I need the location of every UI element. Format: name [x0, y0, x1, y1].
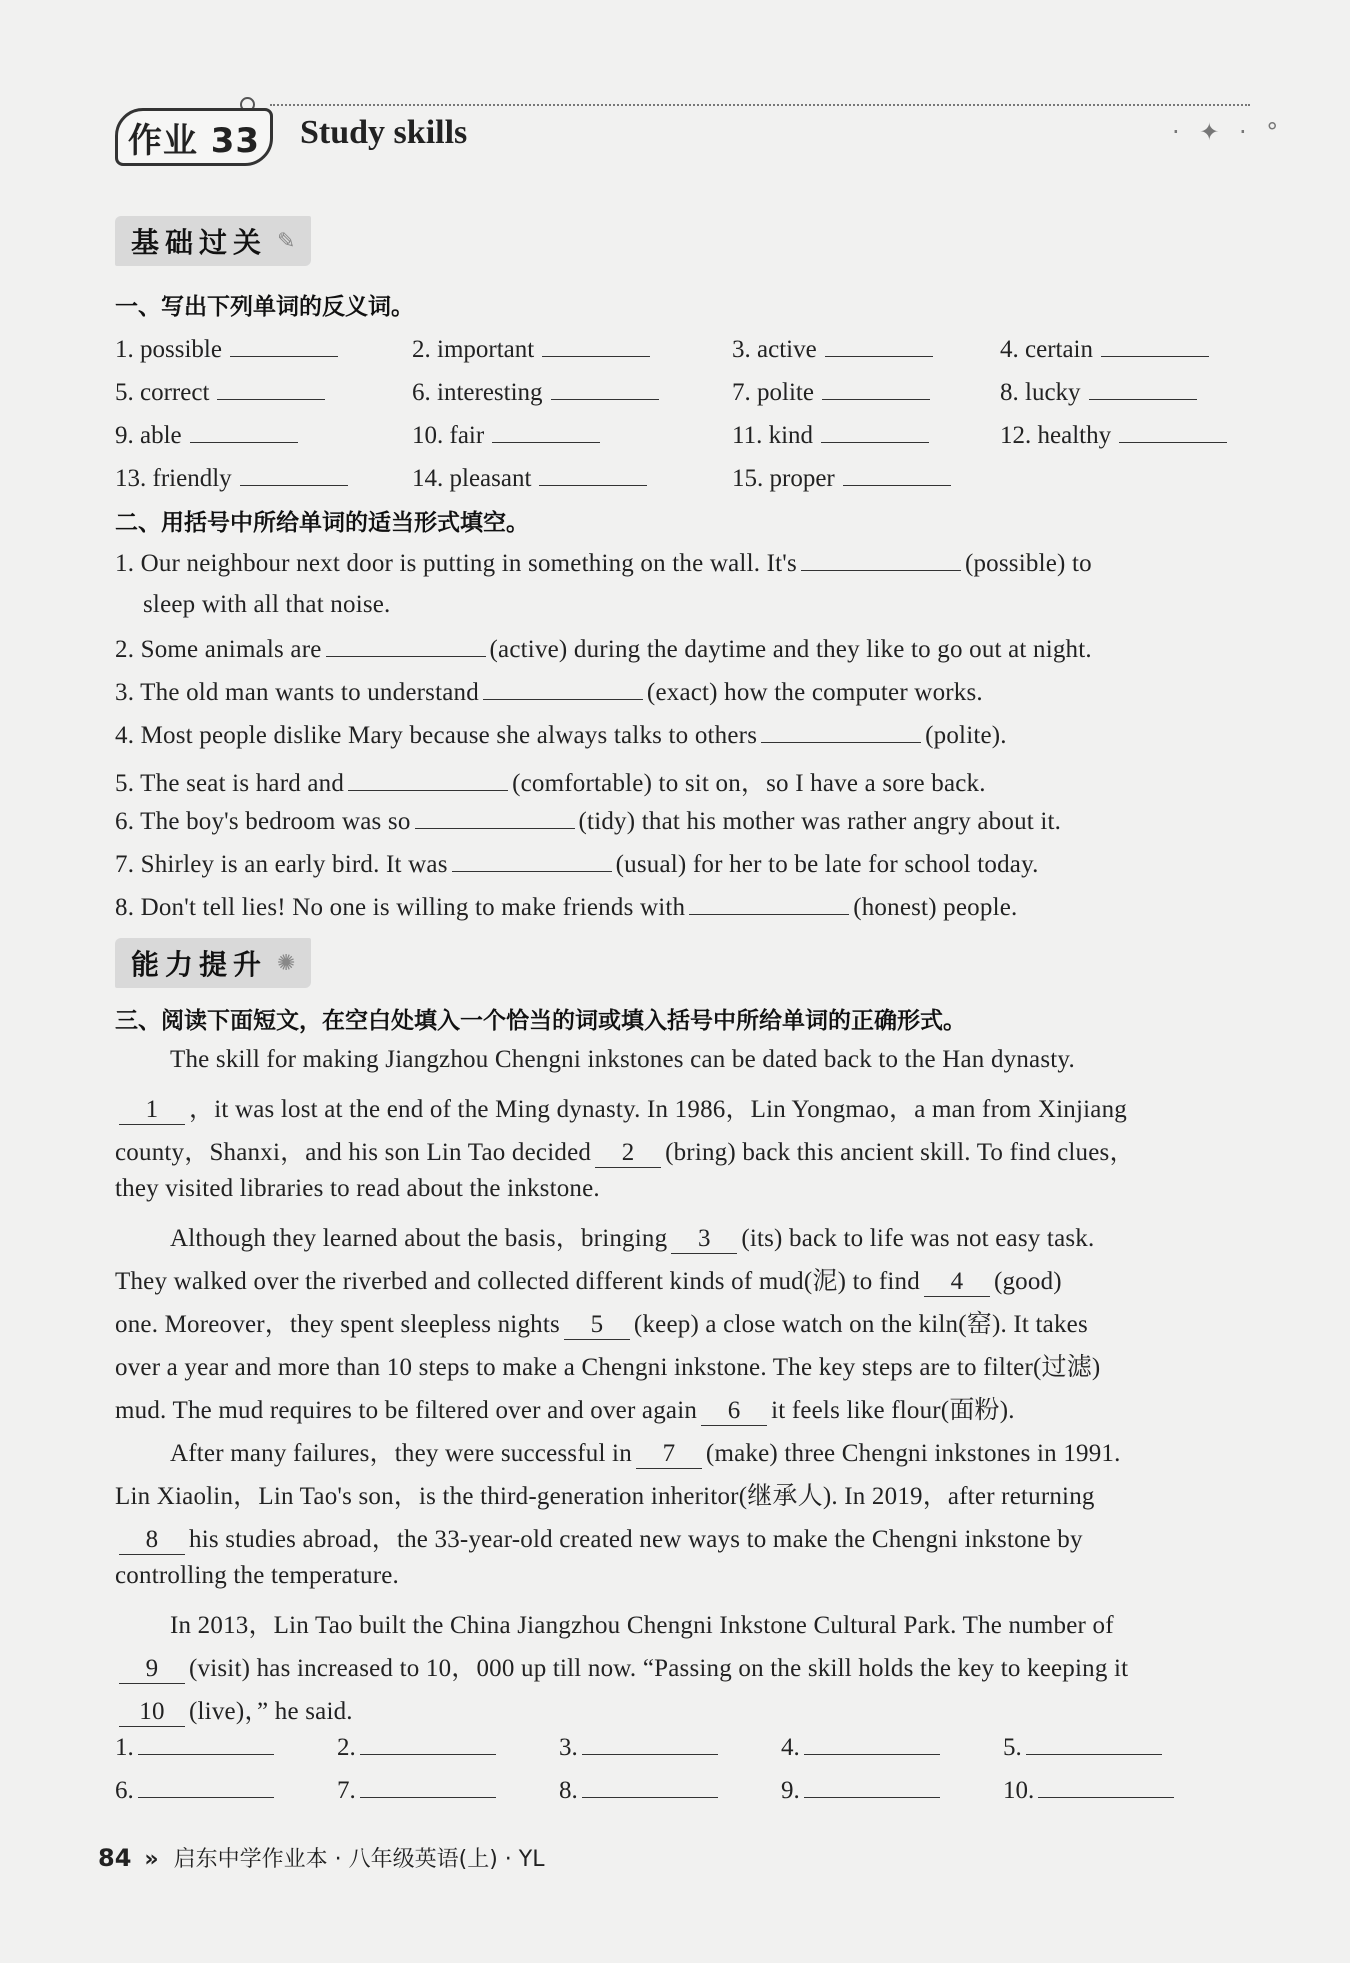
numbered-blank[interactable]: 9 — [119, 1655, 185, 1684]
antonym-word: 12. healthy — [1000, 422, 1112, 449]
antonym-item — [1000, 377, 1197, 407]
antonym-item — [1000, 420, 1227, 450]
sentence — [115, 892, 1017, 922]
passage-line — [115, 1519, 1083, 1555]
passage-text: After many failures，they were successful in — [170, 1440, 632, 1467]
answer-blank[interactable] — [483, 677, 643, 700]
sentence-text: 3. The old man wants to understand — [115, 679, 479, 706]
numbered-blank[interactable]: 3 — [671, 1225, 737, 1254]
sentence — [115, 806, 1061, 836]
passage-line — [170, 1218, 1094, 1254]
answer-blank[interactable] — [415, 806, 575, 829]
sentence-text: 6. The boy's bedroom was so — [115, 808, 411, 835]
answer-blank[interactable] — [452, 849, 612, 872]
sentence — [115, 677, 983, 707]
antonym-item — [732, 463, 951, 493]
passage-line — [115, 1691, 353, 1727]
answer-number: 2. — [337, 1734, 356, 1761]
passage-text: In 2013，Lin Tao built the China Jiangzhou Chengni Inkstone Cultural Park. The number of — [170, 1612, 1114, 1639]
answer-blank[interactable] — [801, 548, 961, 571]
answer-number: 7. — [337, 1777, 356, 1804]
antonym-item — [412, 420, 600, 450]
answer-blank[interactable] — [539, 463, 647, 486]
page-title: Study skills — [300, 114, 468, 151]
sentence-hint: (possible) to — [964, 550, 1092, 577]
antonym-word: 5. correct — [115, 379, 210, 406]
answer-blank[interactable] — [326, 634, 486, 657]
sentence-text: 4. Most people dislike Mary because she always talks to others — [115, 722, 758, 749]
question-heading-3: 三、阅读下面短文，在空白处填入一个恰当的词或填入括号中所给单词的正确形式。 — [115, 1008, 966, 1034]
antonym-word: 14. pleasant — [412, 465, 532, 492]
passage-line — [115, 1089, 1127, 1125]
passage-text: They walked over the riverbed and collected different kinds of mud(泥) to find — [115, 1268, 920, 1295]
antonym-word: 8. lucky — [1000, 379, 1081, 406]
antonym-item — [115, 420, 298, 450]
answer-blank[interactable] — [1089, 377, 1197, 400]
answer-slot — [781, 1775, 940, 1805]
passage-text: one. Moreover，they spent sleepless nights — [115, 1311, 560, 1338]
page-number: 84 — [98, 1844, 132, 1872]
numbered-blank[interactable]: 4 — [924, 1268, 990, 1297]
passage-text: it feels like flour(面粉). — [771, 1397, 1015, 1424]
answer-number: 8. — [559, 1777, 578, 1804]
answer-blank[interactable] — [551, 377, 659, 400]
answer-blank[interactable] — [761, 720, 921, 743]
question-heading-1: 一、写出下列单词的反义词。 — [115, 294, 414, 320]
answer-number: 1. — [115, 1734, 134, 1761]
sentence-hint: (usual) for her to be late for school today. — [615, 851, 1039, 878]
numbered-blank[interactable]: 8 — [119, 1526, 185, 1555]
section-banner-advanced — [115, 938, 311, 988]
answer-blank[interactable] — [582, 1732, 718, 1755]
passage-text: (its) back to life was not easy task. — [741, 1225, 1095, 1252]
answer-blank[interactable] — [1038, 1775, 1174, 1798]
antonym-word: 15. proper — [732, 465, 835, 492]
passage-text: over a year and more than 10 steps to make a Chengni inkstone. The key steps are to filter(过滤) — [115, 1354, 1101, 1381]
answer-slot — [337, 1775, 496, 1805]
antonym-item — [732, 377, 930, 407]
section-banner-basic — [115, 216, 311, 266]
answer-blank[interactable] — [360, 1775, 496, 1798]
passage-line — [115, 1648, 1128, 1684]
answer-slot — [115, 1775, 274, 1805]
sentence-text: 5. The seat is hard and — [115, 770, 345, 797]
answer-slot — [115, 1732, 274, 1762]
answer-blank[interactable] — [240, 463, 348, 486]
double-chevron-icon: » — [144, 1847, 159, 1872]
passage-line — [115, 1390, 1015, 1426]
sentence-text: 1. Our neighbour next door is putting in something on the wall. It's — [115, 550, 797, 577]
answer-blank[interactable] — [230, 334, 338, 357]
passage-text: (live)，” he said. — [189, 1698, 353, 1725]
sentence — [115, 849, 1039, 879]
sentence-text: 2. Some animals are — [115, 636, 322, 663]
sentence — [143, 591, 391, 619]
answer-number: 9. — [781, 1777, 800, 1804]
answer-blank[interactable] — [843, 463, 951, 486]
answer-blank[interactable] — [542, 334, 650, 357]
sentence — [115, 634, 1092, 664]
question-heading-2: 二、用括号中所给单词的适当形式填空。 — [115, 510, 529, 536]
numbered-blank[interactable]: 7 — [636, 1440, 702, 1469]
antonym-word: 1. possible — [115, 336, 222, 363]
passage-line — [115, 1304, 1088, 1340]
passage-text: (bring) back this ancient skill. To find clues， — [665, 1139, 1135, 1166]
book-title: 启东中学作业本 · 八年级英语(上) · YL — [173, 1847, 545, 1872]
passage-line — [170, 1046, 1075, 1074]
passage-text: (make) three Chengni inkstones in 1991. — [705, 1440, 1121, 1467]
antonym-word: 9. able — [115, 422, 182, 449]
passage-text: his studies abroad，the 33-year-old created new ways to make the Chengni inkstone by — [189, 1526, 1083, 1553]
passage-line — [170, 1605, 1114, 1641]
answer-blank[interactable] — [492, 420, 600, 443]
antonym-item — [115, 463, 348, 493]
homework-badge: 作业 33 — [115, 108, 273, 166]
passage-line — [170, 1433, 1121, 1469]
lightbulb-icon: ✺ — [277, 950, 296, 976]
numbered-blank[interactable]: 1 — [119, 1096, 185, 1125]
answer-slot — [1003, 1732, 1162, 1762]
passage-text: county，Shanxi，and his son Lin Tao decided — [115, 1139, 592, 1166]
answer-blank[interactable] — [821, 420, 929, 443]
antonym-word: 7. polite — [732, 379, 814, 406]
passage-line — [115, 1347, 1100, 1383]
section-banner-label: 基础过关 — [131, 226, 268, 259]
answer-blank[interactable] — [825, 334, 933, 357]
antonym-item — [412, 334, 650, 364]
antonym-item — [1000, 334, 1209, 364]
sentence-hint: (exact) how the computer works. — [646, 679, 983, 706]
antonym-word: 3. active — [732, 336, 817, 363]
antonym-item — [732, 334, 933, 364]
passage-text: Although they learned about the basis，bringing — [170, 1225, 668, 1252]
answer-blank[interactable] — [689, 892, 849, 915]
section-banner-label: 能力提升 — [131, 948, 268, 981]
numbered-blank[interactable]: 5 — [564, 1311, 630, 1340]
antonym-word: 11. kind — [732, 422, 814, 449]
sentence-text: 8. Don't tell lies! No one is willing to make friends with — [115, 894, 686, 921]
passage-line — [115, 1476, 1095, 1512]
answer-blank[interactable] — [822, 377, 930, 400]
answer-slot — [1003, 1775, 1174, 1805]
numbered-blank[interactable]: 10 — [119, 1698, 185, 1727]
sentence-text: sleep with all that noise. — [143, 591, 391, 618]
numbered-blank[interactable]: 2 — [595, 1139, 661, 1168]
sparkle-icon: · ✦ · ° — [1172, 118, 1285, 146]
sentence-hint: (comfortable) to sit on，so I have a sore back. — [512, 770, 986, 797]
sentence-hint: (tidy) that his mother was rather angry about it. — [578, 808, 1062, 835]
sentence-text: 7. Shirley is an early bird. It was — [115, 851, 448, 878]
passage-text: controlling the temperature. — [115, 1562, 399, 1589]
antonym-word: 6. interesting — [412, 379, 543, 406]
passage-text: (good) — [993, 1268, 1062, 1295]
sentence-hint: (active) during the daytime and they like to go out at night. — [489, 636, 1092, 663]
passage-text: they visited libraries to read about the inkstone. — [115, 1175, 600, 1202]
answer-blank[interactable] — [1101, 334, 1209, 357]
antonym-item — [115, 334, 338, 364]
passage-text: (keep) a close watch on the kiln(窑). It takes — [633, 1311, 1088, 1338]
numbered-blank[interactable]: 6 — [701, 1397, 767, 1426]
answer-blank[interactable] — [138, 1732, 274, 1755]
answer-blank[interactable] — [348, 768, 508, 791]
sentence — [115, 720, 1007, 750]
answer-slot — [559, 1775, 718, 1805]
answer-slot — [559, 1732, 718, 1762]
antonym-item — [732, 420, 929, 450]
answer-blank[interactable] — [804, 1775, 940, 1798]
passage-line — [115, 1175, 600, 1203]
antonym-item — [412, 377, 659, 407]
passage-line — [115, 1261, 1062, 1297]
answer-blank[interactable] — [138, 1775, 274, 1798]
answer-blank[interactable] — [804, 1732, 940, 1755]
answer-slot — [781, 1732, 940, 1762]
answer-number: 6. — [115, 1777, 134, 1804]
antonym-word: 10. fair — [412, 422, 485, 449]
answer-blank[interactable] — [582, 1775, 718, 1798]
answer-blank[interactable] — [190, 420, 298, 443]
antonym-word: 13. friendly — [115, 465, 232, 492]
answer-number: 10. — [1003, 1777, 1035, 1804]
header-dotted-line — [270, 104, 1250, 106]
answer-slot — [337, 1732, 496, 1762]
passage-text: mud. The mud requires to be filtered over and over again — [115, 1397, 698, 1424]
passage-text: ，it was lost at the end of the Ming dynasty. In 1986，Lin Yongmao，a man from Xinjiang — [189, 1096, 1127, 1123]
sentence — [115, 548, 1092, 578]
antonym-item — [412, 463, 647, 493]
antonym-word: 4. certain — [1000, 336, 1094, 363]
passage-line — [115, 1132, 1135, 1168]
sentence-hint: (polite). — [925, 722, 1007, 749]
antonym-word: 2. important — [412, 336, 535, 363]
answer-blank[interactable] — [217, 377, 325, 400]
passage-text: The skill for making Jiangzhou Chengni inkstones can be dated back to the Han dynasty. — [170, 1046, 1075, 1073]
answer-blank[interactable] — [1026, 1732, 1162, 1755]
answer-number: 4. — [781, 1734, 800, 1761]
passage-line — [115, 1562, 399, 1590]
passage-text: Lin Xiaolin，Lin Tao's son，is the third-generation inheritor(继承人). In 2019，after returning — [115, 1483, 1095, 1510]
pencil-icon: ✎ — [277, 228, 296, 254]
antonym-item — [115, 377, 325, 407]
page-footer — [98, 1842, 544, 1873]
answer-blank[interactable] — [360, 1732, 496, 1755]
answer-number: 3. — [559, 1734, 578, 1761]
answer-number: 5. — [1003, 1734, 1022, 1761]
answer-blank[interactable] — [1119, 420, 1227, 443]
sentence — [115, 763, 986, 799]
sentence-hint: (honest) people. — [853, 894, 1018, 921]
passage-text: (visit) has increased to 10，000 up till now. “Passing on the skill holds the key to keeping it — [189, 1655, 1129, 1682]
